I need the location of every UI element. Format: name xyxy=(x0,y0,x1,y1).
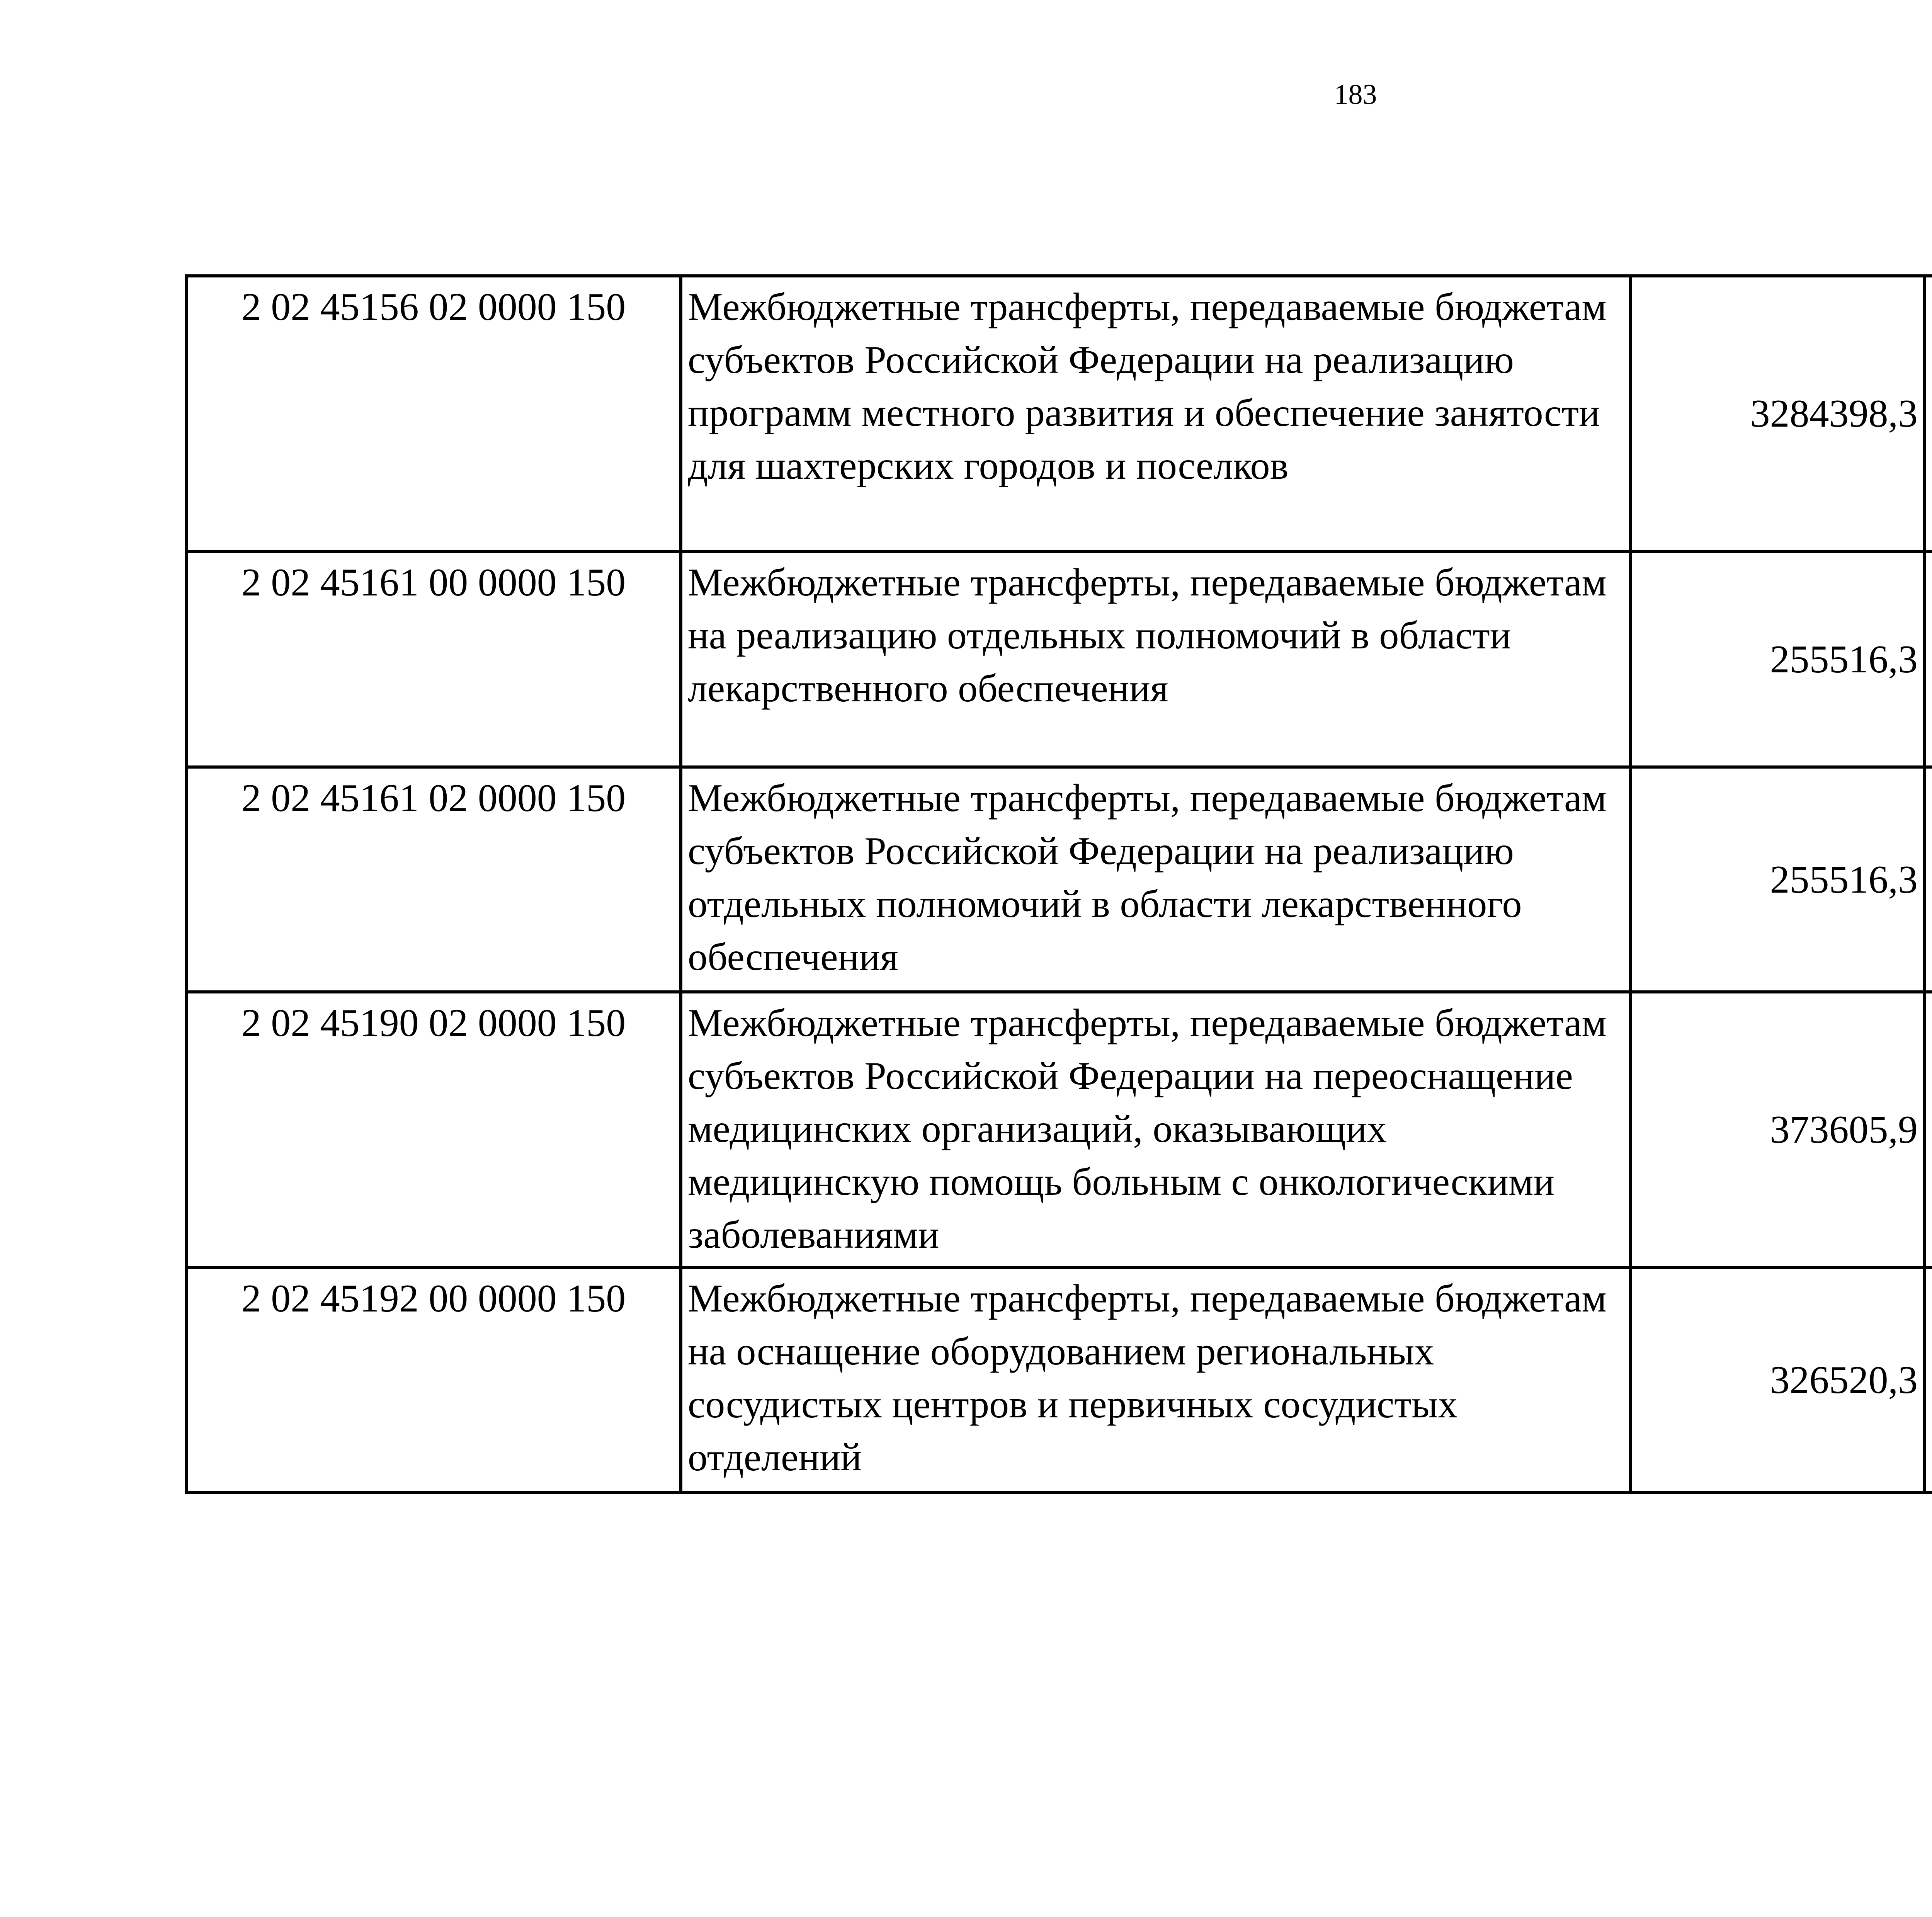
value-1-cell: 3284398,3 xyxy=(1631,276,1925,551)
table-row xyxy=(186,767,1932,992)
value-2-cell xyxy=(1925,767,1932,992)
value-1-cell: 373605,9 xyxy=(1631,992,1925,1267)
budget-code-cell: 2 02 45161 00 0000 150 xyxy=(186,551,681,767)
description-cell: Межбюджетные трансферты, передаваемые бюджетам на оснащение оборудованием региональных сосудистых центров и первичных сосудистых отделений xyxy=(681,1267,1631,1492)
description-cell: Межбюджетные трансферты, передаваемые бюджетам субъектов Российской Федерации на реализацию программ местного развития и обеспечение занятости для шахтерских городов и поселков xyxy=(681,276,1631,551)
description-cell: Межбюджетные трансферты, передаваемые бюджетам субъектов Российской Федерации на переоснащение медицинских организаций, оказывающих медицинскую помощь больным с онкологическими заболеваниями xyxy=(681,992,1631,1267)
budget-code-cell: 2 02 45190 02 0000 150 xyxy=(186,992,681,1267)
value-1-cell: 255516,3 xyxy=(1631,767,1925,992)
value-1-cell: 326520,3 xyxy=(1631,1267,1925,1492)
budget-code-cell: 2 02 45161 02 0000 150 xyxy=(186,767,681,992)
table-row xyxy=(186,1267,1932,1492)
budget-table xyxy=(185,274,1932,1494)
table-row xyxy=(186,551,1932,767)
budget-code-cell: 2 02 45156 02 0000 150 xyxy=(186,276,681,551)
table-row xyxy=(186,992,1932,1267)
table-row xyxy=(186,276,1932,551)
description-cell: Межбюджетные трансферты, передаваемые бюджетам субъектов Российской Федерации на реализацию отдельных полномочий в области лекарственного обеспечения xyxy=(681,767,1631,992)
value-2-cell xyxy=(1925,551,1932,767)
budget-code-cell: 2 02 45192 00 0000 150 xyxy=(186,1267,681,1492)
value-2-cell xyxy=(1925,276,1932,551)
value-1-cell: 255516,3 xyxy=(1631,551,1925,767)
value-2-cell xyxy=(1925,992,1932,1267)
value-2-cell xyxy=(1925,1267,1932,1492)
page-number: 183 xyxy=(1334,79,1377,111)
description-cell: Межбюджетные трансферты, передаваемые бюджетам на реализацию отдельных полномочий в области лекарственного обеспечения xyxy=(681,551,1631,767)
